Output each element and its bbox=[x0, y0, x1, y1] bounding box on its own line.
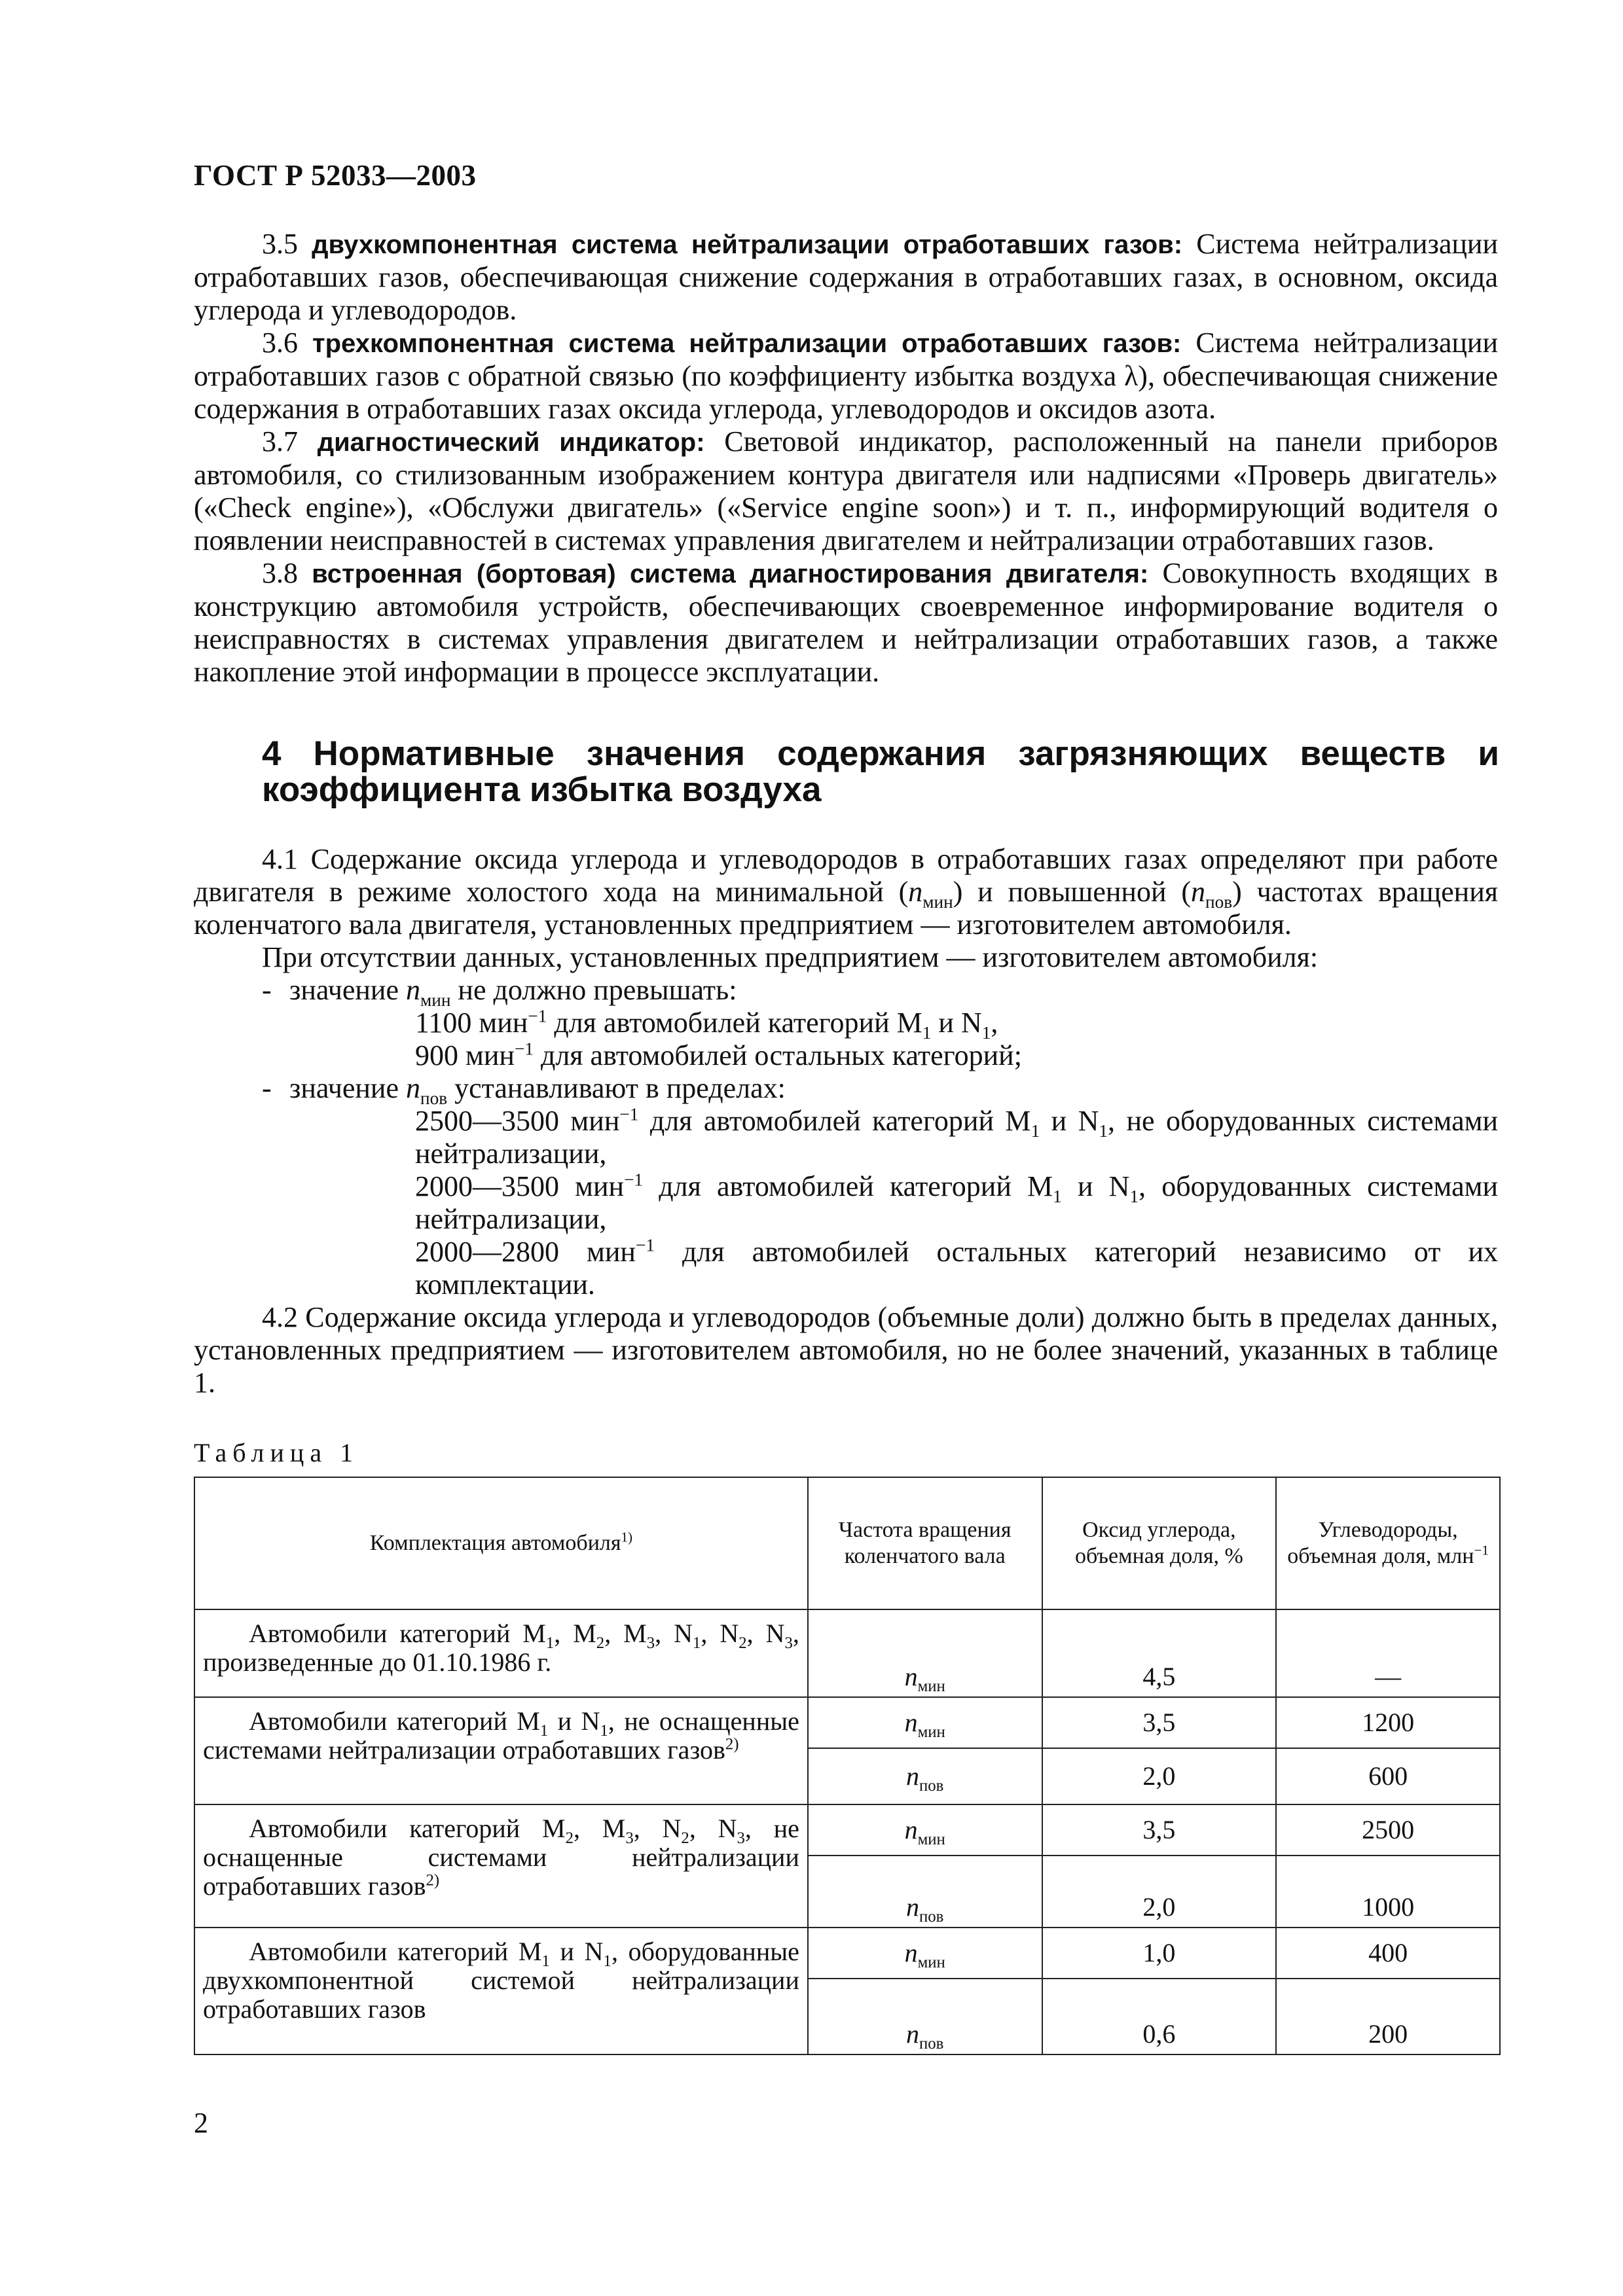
npov-value-1: 2500—3500 мин$^{-1}$ для автомобилей категорий $M_1$ и $N_1$, не оборудованных системами нейтрализации, bbox=[415, 1104, 1499, 1170]
table-cell-ch: 200 bbox=[1276, 1979, 1500, 2054]
definition-3-5: 3.5 двухкомпонентная система нейтрализации отработавших газов: Система нейтрализации отработавших газов, обеспечивающая снижение содержания в отработавших газах, в основном, оксида углерода и углеводородов. bbox=[194, 228, 1498, 326]
table-cell-speed: $n_{мин}$ bbox=[808, 1928, 1042, 1979]
table-cell-co: 0,6 bbox=[1042, 1979, 1277, 2054]
emissions-table bbox=[194, 1477, 1501, 2055]
table-cell-co: 1,0 bbox=[1042, 1928, 1277, 1979]
definitions-block bbox=[194, 228, 1498, 689]
table-cell-speed: $n_{мин}$ bbox=[808, 1804, 1042, 1856]
table-header-co: Оксид углерода, объемная доля, % bbox=[1042, 1477, 1277, 1609]
table-cell-description: Автомобили категорий $M_1$ и $N_1$, оборудованные двухкомпонентной системой нейтрализации отработавших газов bbox=[194, 1928, 808, 2054]
nmin-list-item: - значение $n_{мин}$ не должно превышать: bbox=[262, 974, 737, 1010]
table-header-ch: Углеводороды, объемная доля, млн$^{-1}$ bbox=[1276, 1477, 1500, 1609]
table-cell-speed: $n_{пов}$ bbox=[808, 1979, 1042, 2054]
table-cell-co: 3,5 bbox=[1042, 1697, 1277, 1748]
page-header: ГОСТ Р 52033—2003 bbox=[194, 159, 477, 192]
table-cell-description: Автомобили категорий $M_1$, $M_2$, $M_3$, $N_1$, $N_2$, $N_3$, произведенные до 01.10.1986 г. bbox=[194, 1609, 808, 1697]
paragraph-4-1: 4.1 Содержание оксида углерода и углеводородов в отработавших газах определяют при работе двигателя в режиме холостого хода на минимальной $(n_{мин})$ и повышенной $(n_{пов})$ частотах вращения коленчатого вала двигателя, установленных предприятием — изготовителем автомобиля. bbox=[194, 843, 1499, 941]
table-header-rotation-speed: Частота вращения коленчатого вала bbox=[808, 1477, 1042, 1609]
table-caption: Таблица 1 bbox=[194, 1438, 359, 1467]
table-cell-co: 3,5 bbox=[1042, 1804, 1277, 1856]
table-cell-ch: 1000 bbox=[1276, 1856, 1500, 1928]
table-cell-co: 2,0 bbox=[1042, 1856, 1277, 1928]
page-number: 2 bbox=[194, 2107, 208, 2139]
npov-list-item: - значение $n_{пов}$ устанавливают в пределах: bbox=[262, 1072, 786, 1108]
npov-value-2: 2000—3500 мин$^{-1}$ для автомобилей категорий $M_1$ и $N_1$, оборудованных системами нейтрализации, bbox=[415, 1170, 1499, 1235]
table-cell-speed: $n_{пов}$ bbox=[808, 1748, 1042, 1804]
table-row bbox=[194, 1804, 1500, 1856]
table-cell-ch: 1200 bbox=[1276, 1697, 1500, 1748]
table-header-configuration: Комплектация автомобиля$^{1)}$ bbox=[194, 1477, 808, 1609]
table-cell-description: Автомобили категорий $M_1$ и $N_1$, не оснащенные системами нейтрализации отработавших газов$^{2)}$ bbox=[194, 1697, 808, 1804]
section-4-body bbox=[194, 843, 1498, 1399]
nmin-value-2: 900 мин$^{-1}$ для автомобилей остальных категорий; bbox=[415, 1039, 1022, 1071]
definition-3-7: 3.7 диагностический индикатор: Световой индикатор, расположенный на панели приборов автомобиля, со стилизованным изображением контура двигателя или надписями «Проверь двигатель» («Check engine»), «Обслужи двигатель» («Service engine soon») и т. п., информирующий водителя о появлении неисправностей в системах управления двигателем и нейтрализации отработавших газов. bbox=[194, 425, 1498, 556]
table-cell-co: 2,0 bbox=[1042, 1748, 1277, 1804]
table-cell-ch: — bbox=[1276, 1609, 1500, 1697]
section-4-heading: 4 Нормативные значения содержания загрязняющих веществ и коэффициента избытка воздуха bbox=[262, 734, 1499, 809]
table-cell-ch: 600 bbox=[1276, 1748, 1500, 1804]
table-cell-speed: $n_{мин}$ bbox=[808, 1609, 1042, 1697]
table-row bbox=[194, 1697, 1500, 1748]
table-cell-co: 4,5 bbox=[1042, 1609, 1277, 1697]
table-cell-ch: 400 bbox=[1276, 1928, 1500, 1979]
table-cell-description: Автомобили категорий $M_2$, $M_3$, $N_2$, $N_3$, не оснащенные системами нейтрализации отработавших газов$^{2)}$ bbox=[194, 1804, 808, 1928]
paragraph-4-2: 4.2 Содержание оксида углерода и углеводородов (объемные доли) должно быть в пределах данных, установленных предприятием — изготовителем автомобиля, но не более значений, указанных в таблице 1. bbox=[194, 1301, 1498, 1399]
table-cell-speed: $n_{мин}$ bbox=[808, 1697, 1042, 1748]
nmin-value-1: 1100 мин$^{-1}$ для автомобилей категорий $M_1$ и $N_1$, bbox=[415, 1006, 998, 1043]
table-header-row bbox=[194, 1477, 1500, 1609]
npov-value-3: 2000—2800 мин$^{-1}$ для автомобилей остальных категорий независимо от их комплектации. bbox=[415, 1235, 1499, 1300]
table-cell-ch: 2500 bbox=[1276, 1804, 1500, 1856]
absent-data-note: При отсутствии данных, установленных предприятием — изготовителем автомобиля: bbox=[262, 941, 1319, 973]
table-row bbox=[194, 1609, 1500, 1697]
definition-3-8: 3.8 встроенная (бортовая) система диагностирования двигателя: Совокупность входящих в конструкцию автомобиля устройств, обеспечивающих своевременное информирование водителя о неисправностях в системах управления двигателем и нейтрализации отработавших газов, а также накопление этой информации в процессе эксплуатации. bbox=[194, 557, 1499, 688]
table-cell-speed: $n_{пов}$ bbox=[808, 1856, 1042, 1928]
definition-3-6: 3.6 трехкомпонентная система нейтрализации отработавших газов: Система нейтрализации отработавших газов с обратной связью (по коэффициенту избытка воздуха λ), обеспечивающая снижение содержания в отработавших газах оксида углерода, углеводородов и оксидов азота. bbox=[194, 327, 1499, 425]
table-row bbox=[194, 1928, 1500, 1979]
